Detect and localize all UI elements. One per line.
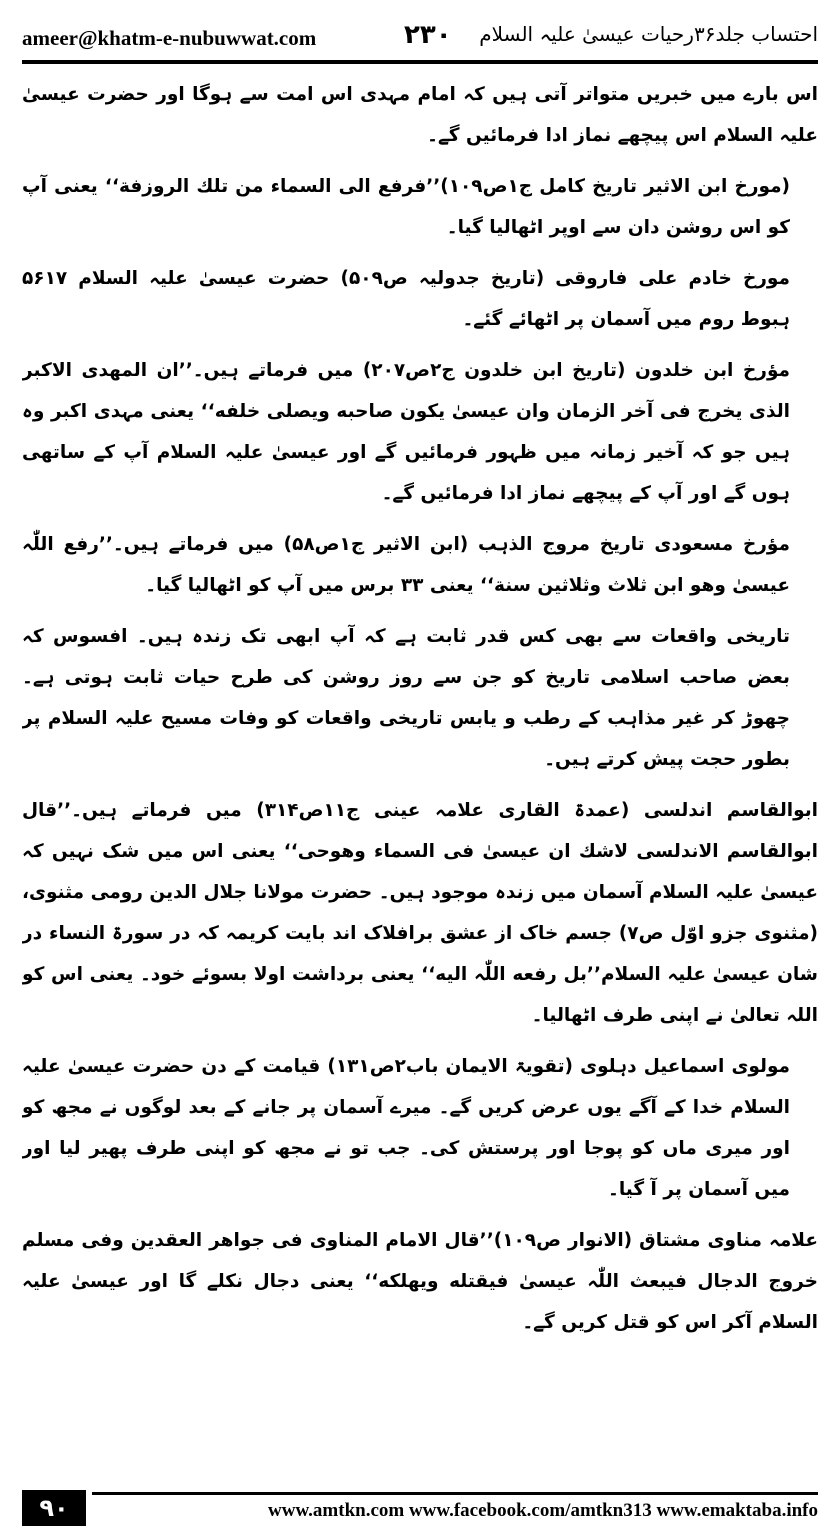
header-divider: [22, 60, 818, 64]
paragraph-historical-facts: تاریخی واقعات سے بھی کس قدر ثابت ہے کہ آپ ابھی تک زندہ ہیں۔ افسوس کہ بعض صاحب اسلامی تاریخ کو جن سے روز روشن کی طرح حیات ثابت ہوتی ہے۔ چھوڑ کر غیر مذاہب کے رطب و یابس تاریخی واقعات کو وفات مسیح علیہ السلام پر بطور حجت پیش کرتے ہیں۔: [22, 626, 790, 770]
paragraph-ismail-dehlvi: مولوی اسماعیل دہلوی (تقویۃ الایمان باب۲ص۱۳۱) قیامت کے دن حضرت عیسیٰ علیہ السلام خدا کے آگے یوں عرض کریں گے۔ میرے آسمان پر جانے کے بعد لوگوں نے مجھ کو اور میری ماں کو پوجا اور پرستش کی۔ جب تو نے مجھ کو اپنی طرف پھیر لیا اور میں آسمان پر آ گیا۔: [22, 1056, 790, 1200]
paragraph-ibn-khaldun: مؤرخ ابن خلدون (تاریخ ابن خلدون ج۲ص۲۰۷) میں فرماتے ہیں۔’’ان المهدی الاکبر الذی یخرج فی آخر الزمان وان عیسیٰ یکون صاحبه ویصلی خلفه‘‘ یعنی مہدی اکبر وہ ہیں جو کہ آخیر زمانہ میں ظہور فرمائیں گے اور عیسیٰ علیہ السلام آپ کے ساتھی ہوں گے اور آپ کے پیچھے نماز ادا فرمائیں گے۔: [22, 360, 790, 504]
page-footer: [22, 1486, 818, 1530]
footer-divider: [92, 1492, 818, 1495]
footer-website-links: www.amtkn.com www.facebook.com/amtkn313 www.emaktaba.info: [268, 1500, 818, 1521]
paragraph-munawi: علامہ مناوی مشتاق (الانوار ص۱۰۹)’’قال الامام المناوی فی جواهر العقدین وفی مسلم خروج الدجال فیبعث اللّٰہ عیسیٰ فیقتله ویهلکه‘‘ یعنی دجال نکلے گا اور عیسیٰ علیہ السلام آکر اس کو قتل کریں گے۔: [22, 1230, 818, 1333]
header-page-number: ۲۳۰: [404, 20, 452, 50]
paragraph-ibn-athir: (مورخ ابن الاثیر تاریخ کامل ج۱ص۱۰۹)’’فرفع الی السماء من تلك الروزفة‘‘ یعنی آپ کو اس روشن دان سے اوپر اٹھالیا گیا۔: [22, 176, 790, 238]
page-header: [22, 14, 818, 56]
paragraph-masudi: مؤرخ مسعودی تاریخ مروج الذہب (ابن الاثیر ج۱ص۵۸) میں فرماتے ہیں۔’’رفع اللّٰہ عیسیٰ وهو ابن ثلاث وثلاثین سنة‘‘ یعنی ۳۳ برس میں آپ کو اٹھالیا گیا۔: [22, 534, 790, 596]
footer-folio-number: ۹۰: [22, 1490, 86, 1526]
header-email: ameer@khatm-e-nubuwwat.com: [22, 26, 317, 50]
header-book-title: احتساب جلد۳۶رحیات عیسیٰ علیہ السلام: [479, 22, 818, 46]
paragraph-abul-qasim: ابوالقاسم اندلسی (عمدۃ القاری علامہ عینی ج۱۱ص۳۱۴) میں فرماتے ہیں۔’’قال ابوالقاسم الاندلسی لاشك ان عیسیٰ فی السماء وهوحی‘‘ یعنی اس میں شک نہیں کہ عیسیٰ علیہ السلام آسمان میں زندہ موجود ہیں۔ حضرت مولانا جلال الدین رومی مثنوی، (مثنوی جزو اوّل ص۷) جسم خاک از عشق برافلاک اند بایت کریمہ کہ در سورۃ النساء در شان عیسیٰ علیہ السلام’’بل رفعه اللّٰہ الیه‘‘ یعنی برداشت اولا بسوئے خود۔ یعنی اس کو اللہ تعالیٰ نے اپنی طرف اٹھالیا۔: [22, 800, 818, 1026]
paragraph-khadim-ali: مورخ خادم علی فاروقی (تاریخ جدولیہ ص۵۰۹) حضرت عیسیٰ علیہ السلام ۵۶۱۷ ہبوط روم میں آسمان پر اٹھائے گئے۔: [22, 268, 790, 330]
paragraph-imam-mahdi: اس بارے میں خبریں متواتر آتی ہیں کہ امام مہدی اس امت سے ہوگا اور حضرت عیسیٰ علیہ السلام اس پیچھے نماز ادا فرمائیں گے۔: [22, 84, 818, 146]
page-body: [22, 74, 818, 1474]
